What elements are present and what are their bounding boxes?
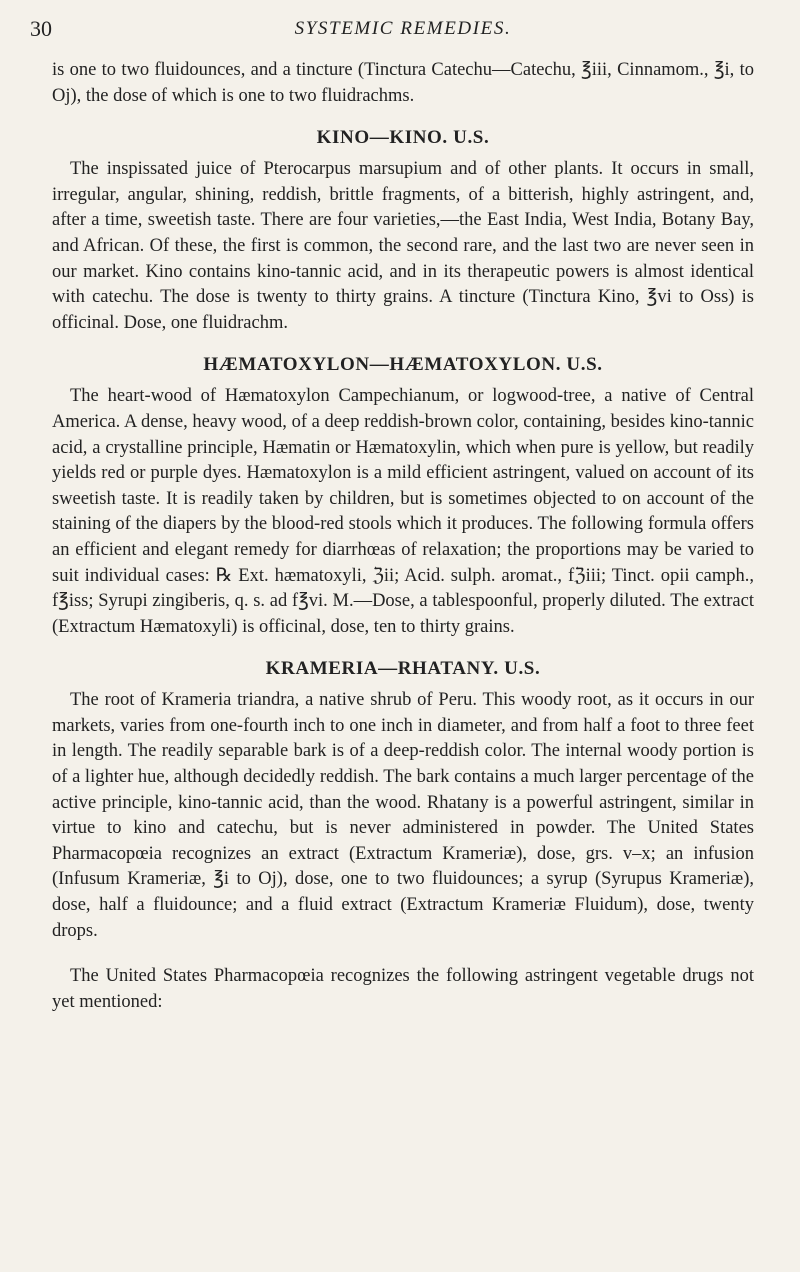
section-haematoxylon bbox=[52, 354, 754, 640]
running-title: SYSTEMIC REMEDIES. bbox=[294, 18, 512, 39]
page-number: 30 bbox=[30, 16, 52, 41]
section-heading: KINO—KINO. U.S. bbox=[316, 127, 490, 149]
section-krameria bbox=[52, 658, 754, 944]
section-paragraph: The root of Krameria triandra, a native shrub of Peru. This woody root, as it occurs in our markets, varies from one-fourth inch to one inch in diameter, and from half a foot to three feet in length. The readily separable bark is of a deep-reddish color. The internal woody portion is of a lighter hue, although decidedly reddish. The bark contains a much larger percentage of the active principle, kino-tannic acid, than the wood. Rhatany is a powerful astringent, similar in virtue to kino and catechu, but is never administered in powder. The United States Pharmacopœia recognizes an extract (Extractum Krameriæ), dose, grs. v–x; an infusion (Infusum Krameriæ, ℥i to Oj), dose, one to two fluidounces; a syrup (Syrupus Krameriæ), dose, half a fluidounce; and a fluid extract (Extractum Krameriæ Fluidum), dose, twenty drops. bbox=[52, 690, 754, 941]
page-header bbox=[30, 14, 754, 58]
section-paragraph: The heart-wood of Hæmatoxylon Campechianum, or logwood-tree, a native of Central America. A dense, heavy wood, of a deep reddish-brown color, containing, besides kino-tannic acid, a crystalline principle, Hæmatin or Hæmatoxylin, which when pure is yellow, but readily yields red or purple dyes. Hæmatoxylon is a mild efficient astringent, valued on account of its sweetish taste. It is readily taken by children, but is sometimes objected to on account of the staining of the diapers by the blood-red stools which it produces. The following formula offers an efficient and elegant remedy for diarrhœas of relaxation; the proportions may be varied to suit individual cases: ℞ Ext. hæmatoxyli, ℨii; Acid. sulph. aromat., fℨiii; Tinct. opii camph., f℥iss; Syrupi zingiberis, q. s. ad f℥vi. M.—Dose, a tablespoonful, properly diluted. The extract (Extractum Hæmatoxyli) is officinal, dose, ten to thirty grains. bbox=[52, 386, 754, 637]
section-heading: KRAMERIA—RHATANY. U.S. bbox=[265, 658, 541, 680]
section-paragraph: The inspissated juice of Pterocarpus marsupium and of other plants. It occurs in small, irregular, angular, shining, reddish, brittle fragments, of a bitterish, highly astringent, and, after a time, sweetish taste. There are four varieties,—the East India, West India, Botany Bay, and African. Of these, the first is common, the second rare, and the last two are never seen in our market. Kino contains kino-tannic acid, and in its therapeutic powers is almost identical with catechu. The dose is twenty to thirty grains. A tincture (Tinctura Kino, ℥vi to Oss) is officinal. Dose, one fluidrachm. bbox=[52, 159, 754, 333]
section-kino bbox=[52, 127, 754, 336]
closing-paragraph: The United States Pharmacopœia recognizes the following astringent vegetable drugs not yet mentioned: bbox=[52, 966, 754, 1012]
section-heading: HÆMATOXYLON—HÆMATOXYLON. U.S. bbox=[203, 354, 603, 376]
intro-paragraph: is one to two fluidounces, and a tincture (Tinctura Catechu—Catechu, ℥iii, Cinnamom., ℥i, to Oj), the dose of which is one to two fluidrachms. bbox=[52, 60, 754, 106]
